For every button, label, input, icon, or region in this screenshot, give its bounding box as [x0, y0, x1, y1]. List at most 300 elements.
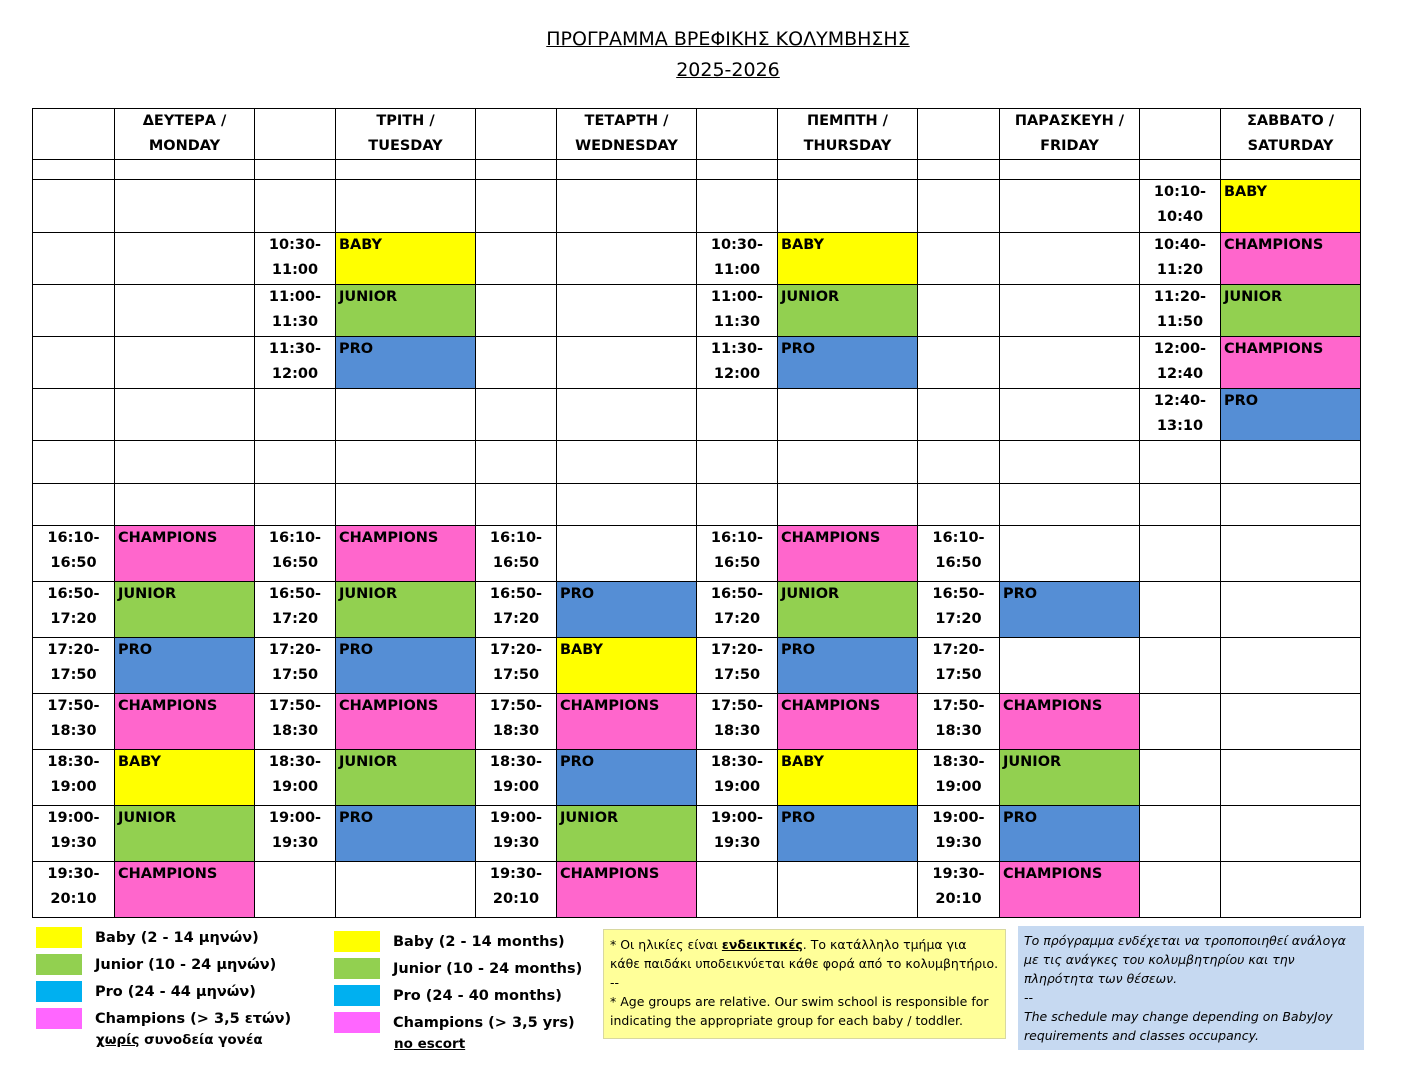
- time-cell: [476, 750, 557, 806]
- time-end: 11:00: [713, 262, 761, 278]
- class-champions: CHAMPIONS: [115, 862, 255, 918]
- legend-swatch: [334, 985, 380, 1006]
- time-start: 10:10-: [1153, 184, 1207, 200]
- time-end: 17:20: [492, 611, 540, 627]
- class-cell: [1221, 694, 1361, 750]
- time-start: 11:20-: [1153, 289, 1207, 305]
- time-start: 16:10-: [489, 530, 543, 546]
- schedule-row: [33, 484, 1361, 526]
- class-cell: [1221, 638, 1361, 694]
- time-cell: [1140, 337, 1221, 389]
- time-cell: [1140, 180, 1221, 233]
- time-start: 16:50-: [489, 586, 543, 602]
- time-cell: [697, 582, 778, 638]
- class-pro: PRO: [336, 806, 476, 862]
- time-cell: [697, 806, 778, 862]
- time-cell: [1140, 526, 1221, 582]
- time-start: 19:00-: [932, 810, 985, 826]
- time-cell: [476, 862, 557, 918]
- time-end: 17:20: [713, 611, 761, 627]
- time-cell: [918, 750, 1000, 806]
- class-champions: CHAMPIONS: [778, 694, 918, 750]
- time-end: 17:20: [935, 611, 982, 627]
- spacer-cell: [33, 160, 115, 180]
- time-start: 18:30-: [489, 754, 543, 770]
- time-cell: [33, 441, 115, 484]
- time-cell: [918, 526, 1000, 582]
- class-pro: PRO: [336, 638, 476, 694]
- spacer-cell: [1000, 160, 1140, 180]
- class-cell: [1000, 484, 1140, 526]
- time-cell: [476, 638, 557, 694]
- time-cell: [697, 337, 778, 389]
- time-cell: [476, 337, 557, 389]
- legend-label: Champions (> 3,5 ετών): [95, 1010, 292, 1027]
- time-end: 16:50: [271, 555, 319, 571]
- time-start: 11:30-: [710, 341, 764, 357]
- time-end: 11:30: [713, 314, 761, 330]
- schedule-season: 2025-2026: [676, 59, 780, 81]
- schedule-row: [33, 582, 1361, 638]
- legend-label: Baby (2 - 14 μηνών): [95, 929, 259, 946]
- class-cell: [1000, 526, 1140, 582]
- class-cell: [1221, 862, 1361, 918]
- time-cell: [1140, 806, 1221, 862]
- class-cell: [1221, 441, 1361, 484]
- day-name-gr: ΤΡΙΤΗ /: [376, 113, 435, 129]
- time-cell: [255, 862, 336, 918]
- time-start: 11:00-: [268, 289, 322, 305]
- class-pro: PRO: [1000, 582, 1140, 638]
- day-name-en: FRIDAY: [1040, 138, 1099, 154]
- time-cell: [255, 694, 336, 750]
- class-cell: [1000, 389, 1140, 441]
- class-cell: [778, 441, 918, 484]
- time-cell: [697, 750, 778, 806]
- time-cell: [1140, 694, 1221, 750]
- header-blank: [697, 109, 778, 160]
- class-cell: [557, 285, 697, 337]
- time-start: 19:00-: [489, 810, 543, 826]
- time-cell: [918, 337, 1000, 389]
- time-start: 19:30-: [47, 866, 100, 882]
- time-end: 19:30: [935, 835, 982, 851]
- time-start: 17:20-: [268, 642, 322, 658]
- class-pro: PRO: [336, 337, 476, 389]
- class-champions: CHAMPIONS: [1000, 862, 1140, 918]
- time-start: 12:00-: [1153, 341, 1207, 357]
- legend-footnote-emphasis: χωρίς: [96, 1032, 140, 1048]
- time-cell: [33, 694, 115, 750]
- time-cell: [697, 694, 778, 750]
- class-champions: CHAMPIONS: [1000, 694, 1140, 750]
- day-name-en: TUESDAY: [368, 138, 443, 154]
- time-cell: [697, 638, 778, 694]
- time-cell: [33, 582, 115, 638]
- time-start: 16:10-: [47, 530, 100, 546]
- time-cell: [255, 389, 336, 441]
- class-champions: CHAMPIONS: [115, 694, 255, 750]
- time-end: 20:10: [50, 891, 97, 907]
- time-start: 10:30-: [710, 237, 764, 253]
- time-end: 18:30: [713, 723, 761, 739]
- legend-swatch: [36, 954, 82, 975]
- time-cell: [33, 862, 115, 918]
- time-end: 19:30: [492, 835, 540, 851]
- time-cell: [918, 862, 1000, 918]
- legend-label: Champions (> 3,5 yrs): [393, 1014, 575, 1031]
- legend-swatch: [36, 1008, 82, 1029]
- class-cell: [115, 389, 255, 441]
- time-cell: [476, 180, 557, 233]
- time-end: 20:10: [935, 891, 982, 907]
- time-cell: [1140, 389, 1221, 441]
- legend-item: [334, 928, 582, 955]
- class-cell: [557, 233, 697, 285]
- legend-english: [334, 928, 582, 1052]
- time-cell: [918, 806, 1000, 862]
- time-cell: [255, 484, 336, 526]
- legend-item: [36, 951, 291, 978]
- legend-label: Junior (10 - 24 μηνών): [95, 956, 277, 973]
- day-name-gr: ΠΕΜΠΤΗ /: [807, 113, 888, 129]
- time-end: 20:10: [492, 891, 540, 907]
- time-end: 19:30: [271, 835, 319, 851]
- time-cell: [697, 233, 778, 285]
- class-champions: CHAMPIONS: [336, 694, 476, 750]
- class-cell: [115, 233, 255, 285]
- day-header-monday: [115, 109, 255, 160]
- class-junior: JUNIOR: [115, 582, 255, 638]
- time-start: 16:50-: [710, 586, 764, 602]
- class-junior: JUNIOR: [778, 582, 918, 638]
- class-junior: JUNIOR: [336, 285, 476, 337]
- time-end: 17:50: [713, 667, 761, 683]
- spacer-cell: [1221, 160, 1361, 180]
- note-separator: --: [610, 975, 620, 990]
- class-baby: BABY: [115, 750, 255, 806]
- time-start: 16:50-: [47, 586, 100, 602]
- day-header-tuesday: [336, 109, 476, 160]
- class-cell: [557, 337, 697, 389]
- time-cell: [1140, 441, 1221, 484]
- spacer-cell: [255, 160, 336, 180]
- time-start: 17:20-: [47, 642, 100, 658]
- time-cell: [697, 285, 778, 337]
- time-start: 17:50-: [47, 698, 100, 714]
- class-cell: [1000, 285, 1140, 337]
- class-cell: [1221, 806, 1361, 862]
- time-end: 19:30: [50, 835, 97, 851]
- spacer-cell: [115, 160, 255, 180]
- time-start: 18:30-: [932, 754, 985, 770]
- time-end: 11:20: [1156, 262, 1204, 278]
- legend-item: [36, 978, 291, 1005]
- class-junior: JUNIOR: [1000, 750, 1140, 806]
- day-name-en: MONDAY: [148, 138, 221, 154]
- legend-item: [36, 1005, 291, 1032]
- time-end: 19:30: [713, 835, 761, 851]
- time-end: 18:30: [271, 723, 319, 739]
- class-cell: [1000, 180, 1140, 233]
- time-cell: [1140, 638, 1221, 694]
- time-cell: [255, 233, 336, 285]
- class-cell: [778, 862, 918, 918]
- class-junior: JUNIOR: [1221, 285, 1361, 337]
- time-start: 17:20-: [489, 642, 543, 658]
- time-cell: [476, 441, 557, 484]
- class-cell: [336, 441, 476, 484]
- time-cell: [255, 337, 336, 389]
- time-cell: [476, 389, 557, 441]
- time-end: 19:00: [935, 779, 982, 795]
- class-cell: [557, 180, 697, 233]
- time-cell: [255, 806, 336, 862]
- schedule-row: [33, 750, 1361, 806]
- legend-label: Baby (2 - 14 months): [393, 933, 565, 950]
- time-cell: [1140, 484, 1221, 526]
- time-end: 18:30: [935, 723, 982, 739]
- time-start: 17:50-: [489, 698, 543, 714]
- note-text: Το πρόγραμμα ενδέχεται να τροποποιηθεί ανάλογα με τις ανάγκες του κολυμβητηρίου και την πληρότητα των θέσεων.: [1024, 933, 1346, 986]
- class-cell: [115, 180, 255, 233]
- time-start: 17:50-: [710, 698, 764, 714]
- class-cell: [1000, 638, 1140, 694]
- legend-item: [334, 1009, 582, 1036]
- time-cell: [476, 233, 557, 285]
- note-text-en: The schedule may change depending on BabyJoy requirements and classes occupancy.: [1024, 1009, 1333, 1043]
- schedule-row: [33, 806, 1361, 862]
- time-cell: [476, 526, 557, 582]
- time-end: 17:50: [492, 667, 540, 683]
- time-end: 19:00: [271, 779, 319, 795]
- time-end: 18:30: [50, 723, 97, 739]
- time-cell: [1140, 750, 1221, 806]
- class-cell: [336, 484, 476, 526]
- time-cell: [255, 582, 336, 638]
- spacer-cell: [918, 160, 1000, 180]
- class-pro: PRO: [115, 638, 255, 694]
- class-cell: [778, 389, 918, 441]
- time-end: 13:10: [1156, 418, 1204, 434]
- time-cell: [33, 638, 115, 694]
- spacer-cell: [778, 160, 918, 180]
- schedule-row: [33, 285, 1361, 337]
- class-cell: [115, 285, 255, 337]
- time-start: 11:00-: [710, 289, 764, 305]
- time-end: 17:50: [50, 667, 97, 683]
- time-cell: [255, 526, 336, 582]
- legend-swatch: [334, 958, 380, 979]
- time-end: 17:20: [271, 611, 319, 627]
- legend-swatch: [334, 1012, 380, 1033]
- class-junior: JUNIOR: [336, 750, 476, 806]
- schedule-row: [33, 694, 1361, 750]
- time-cell: [697, 526, 778, 582]
- time-end: 18:30: [492, 723, 540, 739]
- class-cell: [336, 862, 476, 918]
- note-separator: --: [1024, 990, 1034, 1005]
- note-text-en: * Age groups are relative. Our swim school is responsible for indicating the appropriate group for each baby / toddler.: [610, 994, 989, 1028]
- time-end: 19:00: [713, 779, 761, 795]
- class-junior: JUNIOR: [778, 285, 918, 337]
- time-start: 19:30-: [932, 866, 985, 882]
- spacer-cell: [697, 160, 778, 180]
- time-cell: [255, 180, 336, 233]
- time-start: 18:30-: [710, 754, 764, 770]
- time-start: 16:50-: [268, 586, 322, 602]
- time-cell: [918, 582, 1000, 638]
- time-end: 12:00: [271, 366, 319, 382]
- class-cell: [1221, 750, 1361, 806]
- class-cell: [557, 441, 697, 484]
- time-cell: [1140, 582, 1221, 638]
- time-cell: [918, 233, 1000, 285]
- legend-label: Junior (10 - 24 months): [393, 960, 583, 977]
- class-cell: [1000, 337, 1140, 389]
- note-text: . Το κατάλληλο τμήμα για κάθε παιδάκι υποδεικνύεται κάθε φορά από το κολυμβητήριο.: [610, 937, 999, 971]
- class-cell: [778, 180, 918, 233]
- time-start: 17:50-: [932, 698, 985, 714]
- time-end: 10:40: [1156, 209, 1204, 225]
- class-cell: [115, 337, 255, 389]
- day-name-gr: ΔΕΥΤΕΡΑ /: [142, 113, 227, 129]
- schedule-row: [33, 337, 1361, 389]
- day-header-saturday: [1221, 109, 1361, 160]
- spacer-cell: [336, 160, 476, 180]
- time-cell: [918, 389, 1000, 441]
- class-cell: [1000, 233, 1140, 285]
- class-cell: [557, 389, 697, 441]
- schedule-row: [33, 180, 1361, 233]
- time-end: 12:40: [1156, 366, 1204, 382]
- time-start: 17:20-: [932, 642, 985, 658]
- legend-label: Pro (24 - 44 μηνών): [95, 983, 256, 1000]
- time-cell: [918, 638, 1000, 694]
- class-baby: BABY: [778, 233, 918, 285]
- class-baby: BABY: [778, 750, 918, 806]
- class-champions: CHAMPIONS: [1221, 337, 1361, 389]
- time-start: 11:30-: [268, 341, 322, 357]
- time-end: 12:00: [713, 366, 761, 382]
- time-cell: [697, 180, 778, 233]
- schedule-row: [33, 638, 1361, 694]
- time-cell: [255, 285, 336, 337]
- class-cell: [115, 441, 255, 484]
- spacer-cell: [1140, 160, 1221, 180]
- schedule-row: [33, 526, 1361, 582]
- time-cell: [1140, 862, 1221, 918]
- time-start: 19:00-: [710, 810, 764, 826]
- day-header-friday: [1000, 109, 1140, 160]
- time-end: 16:50: [713, 555, 761, 571]
- header-blank: [1140, 109, 1221, 160]
- day-name-gr: ΣΑΒΒΑΤΟ /: [1246, 113, 1334, 129]
- class-junior: JUNIOR: [115, 806, 255, 862]
- class-cell: [778, 484, 918, 526]
- class-junior: JUNIOR: [557, 806, 697, 862]
- schedule-row: [33, 233, 1361, 285]
- time-cell: [33, 180, 115, 233]
- time-end: 17:50: [271, 667, 319, 683]
- age-note: [603, 929, 1006, 1039]
- class-pro: PRO: [557, 582, 697, 638]
- schedule-table: [32, 108, 1361, 918]
- time-cell: [1140, 285, 1221, 337]
- day-name-gr: ΠΑΡΑΣΚΕΥΗ /: [1014, 113, 1125, 129]
- time-cell: [33, 484, 115, 526]
- class-baby: BABY: [1221, 180, 1361, 233]
- schedule-row: [33, 389, 1361, 441]
- time-start: 12:40-: [1153, 393, 1207, 409]
- time-cell: [33, 526, 115, 582]
- time-start: 10:30-: [268, 237, 322, 253]
- legend-footnote: [394, 1036, 582, 1052]
- time-end: 16:50: [935, 555, 982, 571]
- time-start: 17:20-: [710, 642, 764, 658]
- time-start: 19:00-: [268, 810, 322, 826]
- class-pro: PRO: [778, 806, 918, 862]
- time-cell: [33, 750, 115, 806]
- time-cell: [697, 862, 778, 918]
- class-cell: [336, 180, 476, 233]
- time-cell: [476, 806, 557, 862]
- time-end: 16:50: [50, 555, 97, 571]
- time-end: 17:50: [935, 667, 982, 683]
- day-name-en: THURSDAY: [803, 138, 892, 154]
- time-end: 11:50: [1156, 314, 1204, 330]
- time-cell: [33, 233, 115, 285]
- time-cell: [33, 389, 115, 441]
- legend-greek: [36, 924, 291, 1048]
- legend-item: [334, 955, 582, 982]
- time-cell: [255, 750, 336, 806]
- legend-swatch: [36, 981, 82, 1002]
- day-header-thursday: [778, 109, 918, 160]
- time-cell: [476, 582, 557, 638]
- legend-swatch: [36, 927, 82, 948]
- schedule-title: ΠΡΟΓΡΑΜΜΑ ΒΡΕΦΙΚΗΣ ΚΟΛΥΜΒΗΣΗΣ: [546, 28, 910, 50]
- header-blank: [476, 109, 557, 160]
- class-champions: CHAMPIONS: [115, 526, 255, 582]
- note-emphasis: ενδεικτικές: [721, 937, 803, 952]
- schedule-change-note: [1018, 926, 1364, 1050]
- time-cell: [255, 441, 336, 484]
- day-header-wednesday: [557, 109, 697, 160]
- time-cell: [476, 694, 557, 750]
- time-start: 18:30-: [47, 754, 100, 770]
- class-cell: [1221, 484, 1361, 526]
- time-cell: [918, 285, 1000, 337]
- class-junior: JUNIOR: [336, 582, 476, 638]
- time-start: 16:10-: [268, 530, 322, 546]
- legend-footnote: [96, 1032, 291, 1048]
- class-baby: BABY: [336, 233, 476, 285]
- time-cell: [1140, 233, 1221, 285]
- class-cell: [115, 484, 255, 526]
- time-cell: [918, 484, 1000, 526]
- time-cell: [476, 484, 557, 526]
- time-cell: [697, 441, 778, 484]
- time-cell: [918, 694, 1000, 750]
- class-cell: [1221, 526, 1361, 582]
- class-pro: PRO: [1221, 389, 1361, 441]
- time-start: 16:10-: [710, 530, 764, 546]
- class-champions: CHAMPIONS: [336, 526, 476, 582]
- time-start: 18:30-: [268, 754, 322, 770]
- class-cell: [1221, 582, 1361, 638]
- legend-item: [36, 924, 291, 951]
